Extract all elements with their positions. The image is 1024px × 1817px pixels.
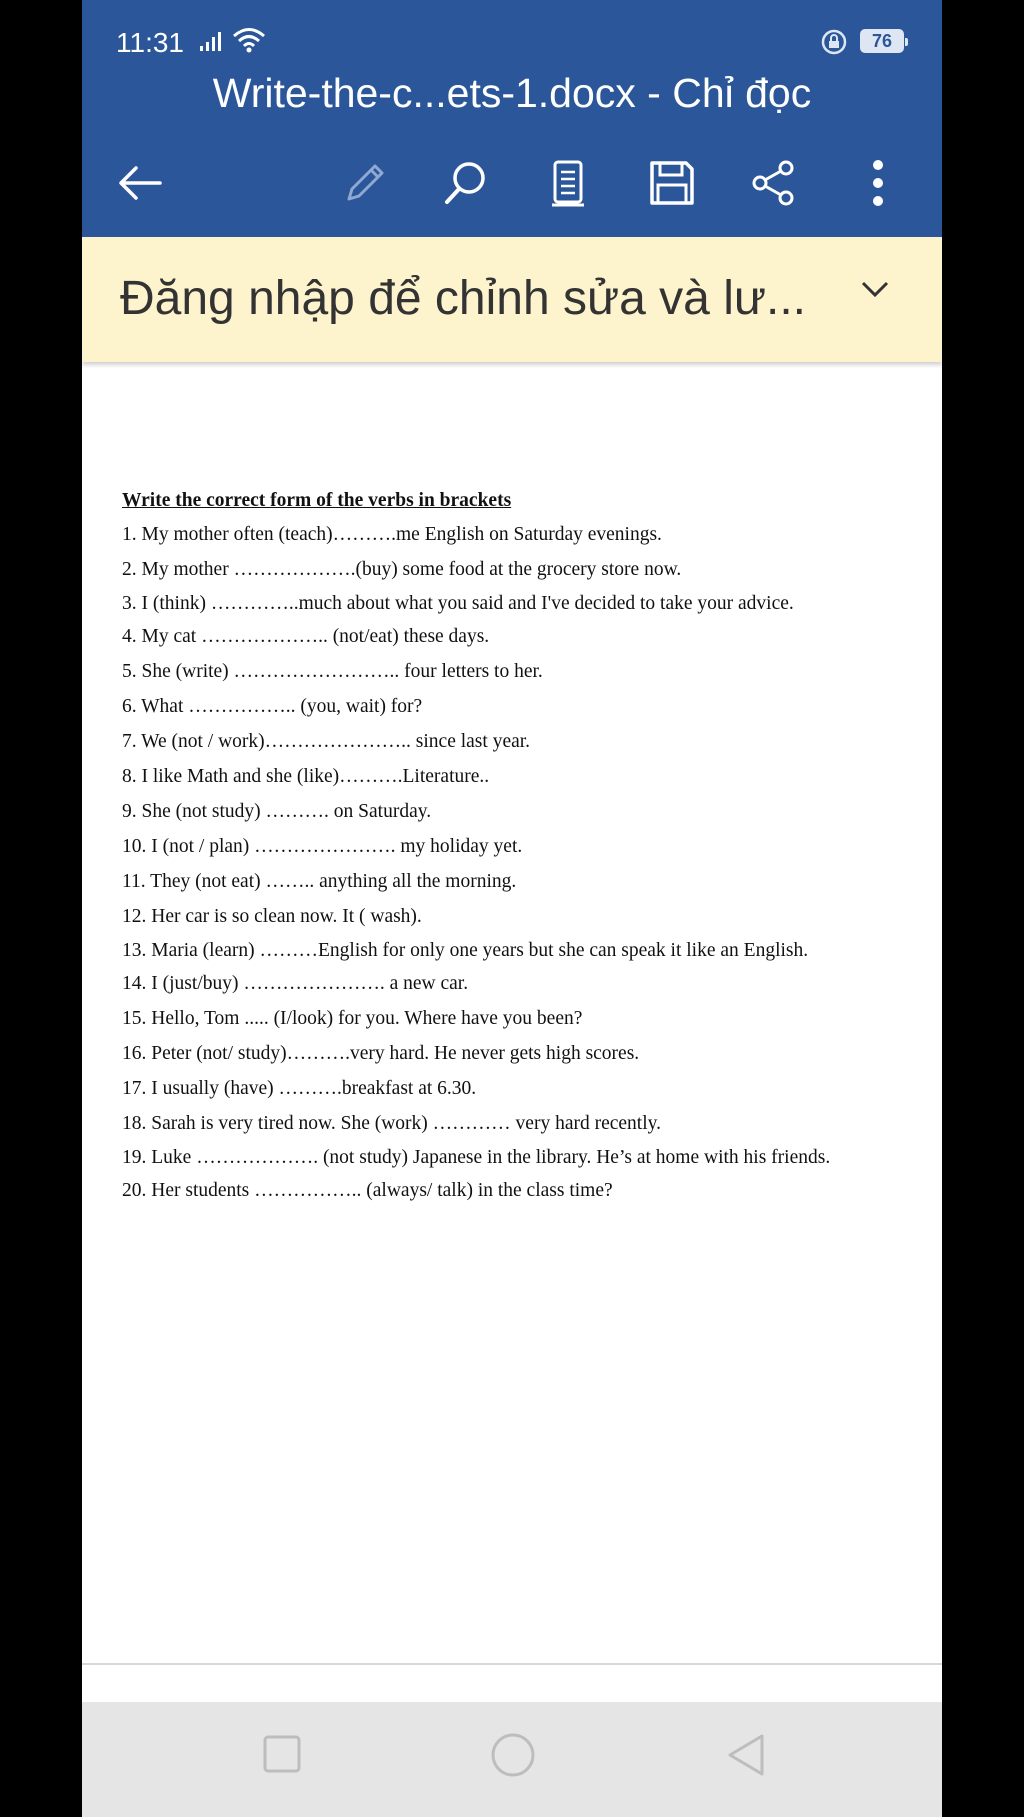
system-nav-bar (82, 1702, 942, 1817)
document-heading: Write the correct form of the verbs in brackets (122, 490, 512, 511)
battery-indicator: 76 (860, 29, 904, 53)
question-item: 17. I usually (have) ……….breakfast at 6.30. (122, 1078, 477, 1099)
question-item: 13. Maria (learn) ………English for only one years but she can speak it like an English. (122, 940, 809, 961)
signal-icon (200, 30, 226, 57)
reading-view-icon[interactable] (540, 158, 596, 208)
question-item: 18. Sarah is very tired now. She (work) ………… very hard recently. (122, 1113, 661, 1134)
question-item: 9. She (not study) ………. on Saturday. (122, 801, 432, 822)
back-arrow-icon[interactable] (112, 158, 168, 208)
wifi-icon (232, 26, 266, 59)
question-item: 7. We (not / work)………………….. since last year. (122, 731, 531, 752)
question-item: 3. I (think) …………..much about what you said and I've decided to take your advice. (122, 593, 794, 614)
back-icon[interactable] (724, 1732, 768, 1783)
question-item: 1. My mother often (teach)……….me English on Saturday evenings. (122, 524, 662, 545)
document-page (122, 490, 892, 1213)
question-item: 10. I (not / plan) …………………. my holiday yet. (122, 836, 523, 857)
question-item: 5. She (write) …………………….. four letters to her. (122, 661, 543, 682)
chevron-down-icon[interactable] (860, 279, 890, 304)
pencil-icon[interactable] (337, 158, 393, 208)
home-icon[interactable] (490, 1732, 536, 1783)
sign-in-banner[interactable] (82, 237, 942, 362)
phone-screen (82, 0, 942, 1817)
document-title: Write-the-c...ets-1.docx - Chỉ đọc (212, 70, 812, 116)
app-header (82, 0, 942, 237)
more-icon[interactable] (850, 158, 906, 208)
rotation-lock-icon (820, 28, 848, 61)
question-item: 14. I (just/buy) …………………. a new car. (122, 973, 469, 994)
recent-apps-icon[interactable] (260, 1732, 304, 1781)
share-icon[interactable] (746, 158, 802, 208)
question-item: 20. Her students …………….. (always/ talk) in the class time? (122, 1180, 613, 1201)
question-item: 2. My mother ……………….(buy) some food at the grocery store now. (122, 559, 682, 580)
question-item: 11. They (not eat) …….. anything all the morning. (122, 871, 517, 892)
question-item: 12. Her car is so clean now. It ( wash). (122, 906, 422, 927)
question-item: 15. Hello, Tom ..... (I/look) for you. Where have you been? (122, 1008, 583, 1029)
page-divider (82, 1663, 942, 1665)
save-icon[interactable] (644, 158, 700, 208)
question-item: 6. What …………….. (you, wait) for? (122, 696, 423, 717)
search-icon[interactable] (438, 158, 494, 208)
status-time: 11:31 (116, 27, 184, 58)
question-item: 4. My cat ……………….. (not/eat) these days. (122, 626, 490, 647)
question-item: 8. I like Math and she (like)……….Literature.. (122, 766, 490, 787)
banner-text: Đăng nhập để chỉnh sửa và lư... (120, 272, 807, 325)
question-item: 19. Luke ………………. (not study) Japanese in the library. He’s at home with his friends. (122, 1147, 831, 1168)
question-item: 16. Peter (not/ study)……….very hard. He never gets high scores. (122, 1043, 640, 1064)
